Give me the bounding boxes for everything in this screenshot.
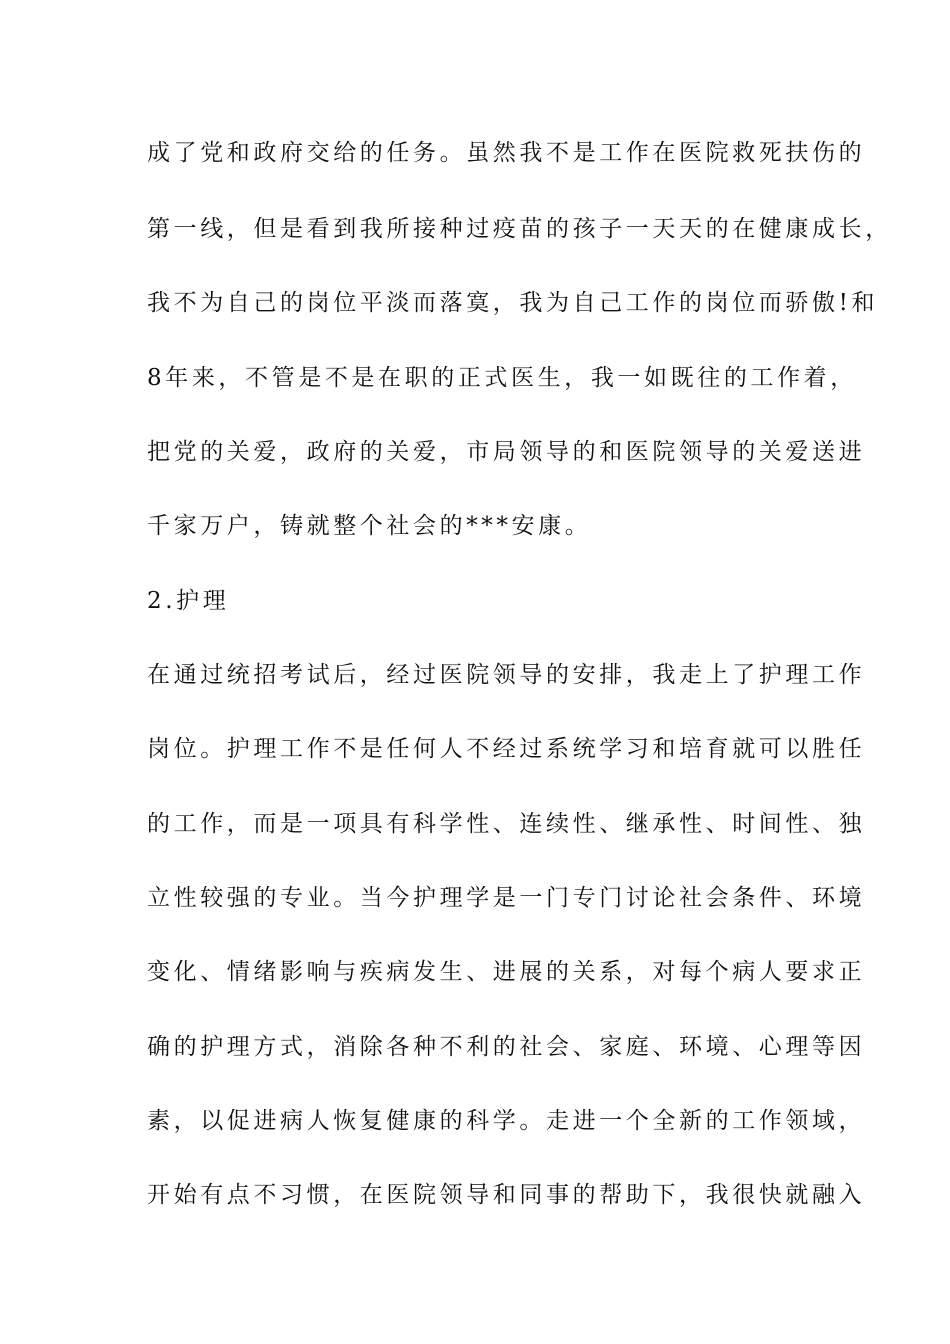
text-line: 千家万户，铸就整个社会的***安康。 [147,513,592,539]
text-line: 成了党和政府交给的任务。虽然我不是工作在医院救死扶伤的 [147,140,866,166]
text-line: 把党的关爱，政府的关爱，市局领导的和医院领导的关爱送进 [147,439,866,465]
text-line: 岗位。护理工作不是任何人不经过系统学习和培育就可以胜任 [147,736,866,762]
text-line: 我不为自己的岗位平淡而落寞，我为自己工作的岗位而骄傲!和 [147,290,879,316]
text-line: 开始有点不习惯，在医院领导和同事的帮助下，我很快就融入 [147,1182,866,1208]
text-line: 8年来，不管是不是在职的正式医生，我一如既往的工作着， [147,365,857,391]
section-heading: 2.护理 [147,588,230,614]
text-line: 的工作，而是一项具有科学性、连续性、继承性、时间性、独 [147,811,866,837]
text-line: 确的护理方式，消除各种不利的社会、家庭、环境、心理等因 [147,1034,866,1060]
text-line: 变化、情绪影响与疾病发生、进展的关系，对每个病人要求正 [147,959,866,985]
text-line: 素，以促进病人恢复健康的科学。走进一个全新的工作领域， [147,1108,866,1134]
text-line: 在通过统招考试后，经过医院领导的安排，我走上了护理工作 [147,662,866,688]
text-line: 立性较强的专业。当今护理学是一门专门讨论社会条件、环境 [147,885,866,911]
text-line: 第一线，但是看到我所接种过疫苗的孩子一天天的在健康成长， [147,216,892,242]
